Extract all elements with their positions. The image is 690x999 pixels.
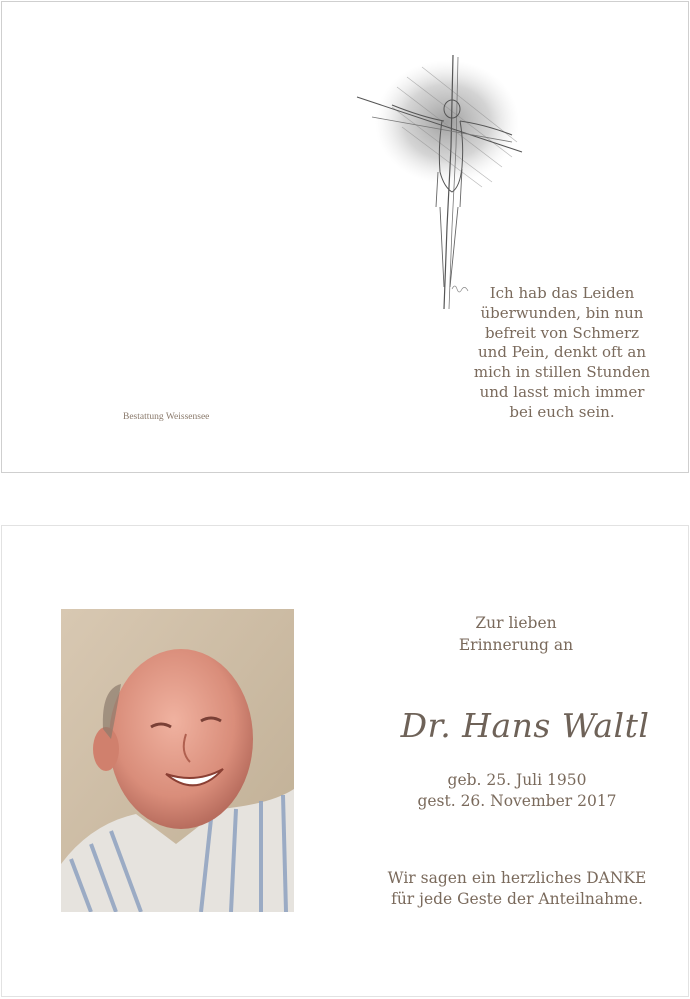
card-front — [1, 1, 689, 473]
thanks-line: für jede Geste der Anteilnahme. — [391, 890, 643, 908]
poem-line: Ich hab das Leiden — [489, 284, 635, 302]
deceased-name: Dr. Hans Waltl — [400, 706, 650, 745]
death-date: gest. 26. November 2017 — [417, 792, 617, 810]
poem-line: und lasst mich immer — [479, 382, 645, 401]
memory-line: Erinnerung an — [458, 636, 574, 654]
thanks-message — [362, 868, 672, 910]
funeral-home-label: Bestattung Weissensee — [123, 412, 210, 422]
poem-line: überwunden, bin nun — [480, 303, 644, 322]
birth-date: geb. 25. Juli 1950 — [447, 771, 587, 789]
poem-line: befreit von Schmerz — [484, 323, 640, 342]
poem-line: bei euch sein. — [509, 402, 615, 421]
memory-line: Zur lieben — [475, 614, 557, 632]
crucifix-sketch-icon — [352, 47, 532, 317]
thanks-line: Wir sagen ein herzliches DANKE — [387, 869, 647, 887]
poem — [472, 284, 652, 423]
card-inside — [1, 525, 689, 997]
memory-heading — [436, 612, 596, 656]
portrait-photo — [61, 609, 294, 912]
life-dates — [402, 770, 632, 812]
poem-line: mich in stillen Stunden — [473, 363, 651, 382]
poem-line: und Pein, denkt oft an — [478, 343, 646, 362]
